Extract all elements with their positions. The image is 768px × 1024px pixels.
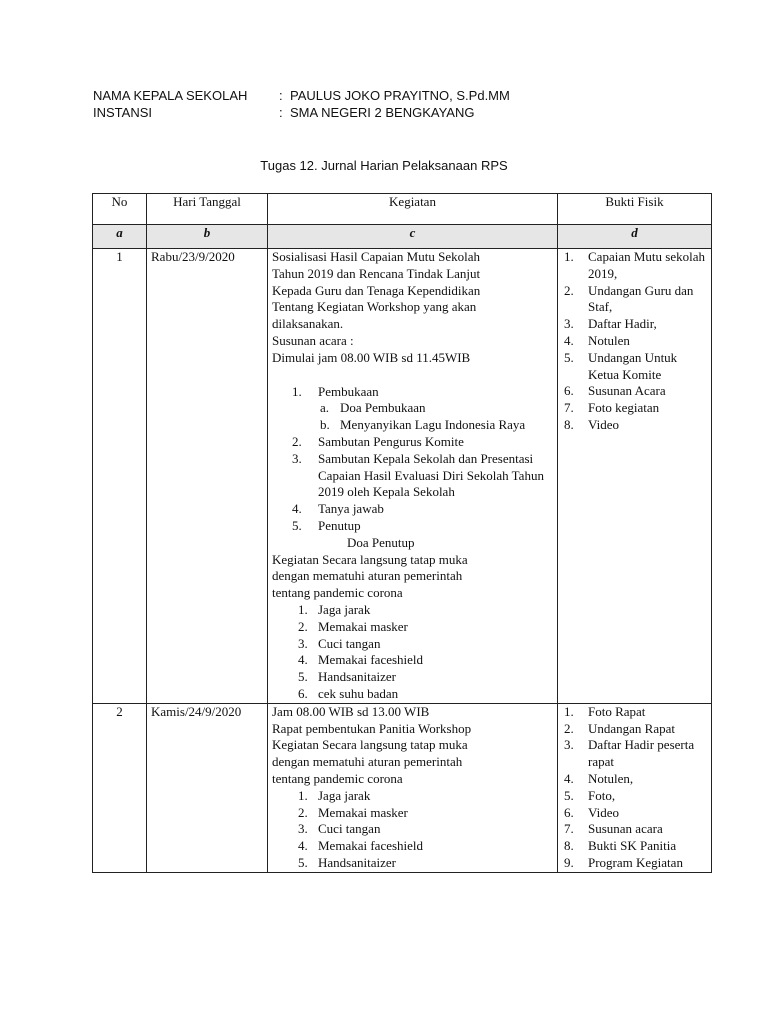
row-bukti xyxy=(558,703,712,872)
list-number: 5. xyxy=(564,787,574,803)
list-text: Handsanitaizer xyxy=(318,669,396,685)
list-text: Bukti SK Panitia xyxy=(588,838,677,854)
table-header-row xyxy=(93,194,712,225)
row-date: Rabu/23/9/2020 xyxy=(147,249,268,704)
list-item xyxy=(272,417,553,434)
list-number: 2. xyxy=(298,804,308,820)
table-row xyxy=(93,703,712,872)
principal-label: NAMA KEPALA SEKOLAH xyxy=(93,88,248,103)
list-item xyxy=(562,316,707,333)
list-text: Video xyxy=(588,416,619,432)
institution-separator: : xyxy=(279,105,283,120)
list-number: 5. xyxy=(292,517,302,533)
kegiatan-line: Rapat pembentukan Panitia Workshop xyxy=(272,720,472,736)
institution-label: INSTANSI xyxy=(93,105,152,120)
list-number: 6. xyxy=(564,804,574,820)
list-item xyxy=(272,838,553,855)
list-item xyxy=(272,652,553,669)
list-text: Cuci tangan xyxy=(318,635,381,651)
kegiatan-line: Jam 08.00 WIB sd 13.00 WIB xyxy=(272,703,430,719)
bukti-list xyxy=(562,704,707,872)
list-text: Memakai faceshield xyxy=(318,652,424,668)
principal-separator: : xyxy=(279,88,283,103)
list-text: Video xyxy=(588,804,619,820)
list-item xyxy=(562,805,707,822)
list-number: 6. xyxy=(564,383,574,399)
agenda-list xyxy=(272,384,553,401)
list-number: 3. xyxy=(298,821,308,837)
list-item xyxy=(272,805,553,822)
list-number: 2. xyxy=(292,433,302,449)
list-item xyxy=(562,400,707,417)
list-number: 1. xyxy=(298,787,308,803)
list-text: Memakai masker xyxy=(318,618,408,634)
list-number: 8. xyxy=(564,416,574,432)
kegiatan-line: Tahun 2019 dan Rencana Tindak Lanjut xyxy=(272,265,481,281)
kegiatan-line: Tentang Kegiatan Workshop yang akan xyxy=(272,299,477,315)
list-item xyxy=(272,619,553,636)
list-number: 2. xyxy=(564,282,574,298)
list-text: Foto Rapat xyxy=(588,703,646,719)
list-text: Penutup xyxy=(318,517,361,533)
list-item xyxy=(562,855,707,872)
principal-value: PAULUS JOKO PRAYITNO, S.Pd.MM xyxy=(290,88,510,103)
list-text: Cuci tangan xyxy=(318,821,381,837)
protocol-list xyxy=(272,602,553,703)
list-number: b. xyxy=(320,417,330,433)
bukti-list xyxy=(562,249,707,434)
list-item xyxy=(272,400,553,417)
list-text: cek suhu badan xyxy=(318,685,399,701)
col-header-bukti: Bukti Fisik xyxy=(558,194,712,225)
protocol-list xyxy=(272,788,553,872)
col-header-kegiatan: Kegiatan xyxy=(268,194,558,225)
kegiatan-line: tentang pandemic corona xyxy=(272,585,403,601)
list-number: 2. xyxy=(298,618,308,634)
list-number: 3. xyxy=(292,450,302,466)
kegiatan-line: Sosialisasi Hasil Capaian Mutu Sekolah xyxy=(272,249,480,264)
col-code-a: a xyxy=(93,225,147,249)
row-date: Kamis/24/9/2020 xyxy=(147,703,268,872)
list-number: 5. xyxy=(298,669,308,685)
list-item xyxy=(562,350,707,384)
list-item xyxy=(272,434,553,451)
list-number: 4. xyxy=(564,770,574,786)
list-item xyxy=(272,821,553,838)
kegiatan-line: Kegiatan Secara langsung tatap muka xyxy=(272,737,468,753)
kegiatan-line: dengan mematuhi aturan pemerintah xyxy=(272,754,463,770)
list-text: Jaga jarak xyxy=(318,787,371,803)
table-code-row xyxy=(93,225,712,249)
list-text: Undangan Rapat xyxy=(588,720,676,736)
kegiatan-line: Dimulai jam 08.00 WIB sd 11.45WIB xyxy=(272,349,471,365)
list-number: 7. xyxy=(564,400,574,416)
kegiatan-line: tentang pandemic corona xyxy=(272,770,403,786)
list-item xyxy=(562,838,707,855)
list-text: Foto, xyxy=(588,787,616,803)
list-item xyxy=(562,788,707,805)
list-item xyxy=(562,333,707,350)
list-item xyxy=(272,788,553,805)
col-code-b: b xyxy=(147,225,268,249)
list-number: 4. xyxy=(292,501,302,517)
list-item xyxy=(562,704,707,721)
row-kegiatan xyxy=(268,249,558,704)
list-item xyxy=(272,501,553,518)
list-number: 5. xyxy=(564,349,574,365)
list-item xyxy=(272,451,553,501)
list-item xyxy=(562,283,707,317)
list-text: Memakai faceshield xyxy=(318,838,424,854)
row-bukti xyxy=(558,249,712,704)
list-number: 1. xyxy=(292,383,302,399)
row-number: 2 xyxy=(93,703,147,872)
list-item xyxy=(272,669,553,686)
list-text: Notulen xyxy=(588,332,630,348)
closing-prayer: Doa Penutup xyxy=(347,534,415,550)
list-text: Susunan Acara xyxy=(588,383,666,399)
list-item xyxy=(272,602,553,619)
list-number: 3. xyxy=(564,737,574,753)
list-number: 1. xyxy=(564,249,574,264)
list-item xyxy=(562,821,707,838)
row-kegiatan xyxy=(268,703,558,872)
list-text: Foto kegiatan xyxy=(588,400,660,416)
list-item xyxy=(562,417,707,434)
list-text: Program Kegiatan xyxy=(588,854,683,870)
list-item xyxy=(562,249,707,283)
list-item xyxy=(562,737,707,771)
list-text: Daftar Hadir, xyxy=(588,316,657,332)
col-header-date: Hari Tanggal xyxy=(147,194,268,225)
kegiatan-line: Kepada Guru dan Tenaga Kependidikan xyxy=(272,282,481,298)
list-number: 3. xyxy=(564,316,574,332)
list-text: Handsanitaizer xyxy=(318,854,396,870)
list-item xyxy=(562,721,707,738)
agenda-sublist xyxy=(272,400,553,434)
list-text: Capaian Mutu sekolah 2019, xyxy=(588,249,705,281)
col-code-d: d xyxy=(558,225,712,249)
list-number: 1. xyxy=(564,703,574,719)
col-code-c: c xyxy=(268,225,558,249)
list-text: Doa Pembukaan xyxy=(340,400,426,416)
list-number: 5. xyxy=(298,854,308,870)
list-text: Jaga jarak xyxy=(318,601,371,617)
table-row xyxy=(93,249,712,704)
kegiatan-line: dengan mematuhi aturan pemerintah xyxy=(272,568,463,584)
row-number: 1 xyxy=(93,249,147,704)
list-text: Daftar Hadir peserta rapat xyxy=(588,737,695,770)
list-text: Susunan acara xyxy=(588,821,663,837)
list-item xyxy=(272,518,553,535)
list-item xyxy=(272,855,553,872)
agenda-list xyxy=(272,434,553,535)
list-number: 4. xyxy=(564,332,574,348)
list-text: Sambutan Kepala Sekolah dan Presentasi Capaian Hasil Evaluasi Diri Sekolah Tahun 2019 oleh Kepala Sekolah xyxy=(318,450,544,500)
list-number: 1. xyxy=(298,601,308,617)
list-text: Tanya jawab xyxy=(318,501,384,517)
col-header-no: No xyxy=(93,194,147,225)
list-number: 4. xyxy=(298,652,308,668)
list-number: 2. xyxy=(564,720,574,736)
list-number: 9. xyxy=(564,854,574,870)
list-text: Sambutan Pengurus Komite xyxy=(318,433,464,449)
list-number: 3. xyxy=(298,635,308,651)
list-text: Pembukaan xyxy=(318,383,379,399)
kegiatan-line: Kegiatan Secara langsung tatap muka xyxy=(272,551,468,567)
list-item xyxy=(562,383,707,400)
journal-table xyxy=(92,193,712,873)
list-item xyxy=(272,686,553,703)
list-number: 4. xyxy=(298,838,308,854)
list-text: Undangan Guru dan Staf, xyxy=(588,282,694,315)
document-title: Tugas 12. Jurnal Harian Pelaksanaan RPS xyxy=(260,158,508,173)
list-number: 6. xyxy=(298,685,308,701)
list-item xyxy=(272,384,553,401)
list-number: 7. xyxy=(564,821,574,837)
list-number: 8. xyxy=(564,838,574,854)
list-text: Memakai masker xyxy=(318,804,408,820)
list-item xyxy=(272,636,553,653)
list-item xyxy=(562,771,707,788)
kegiatan-line: dilaksanakan. xyxy=(272,316,344,332)
kegiatan-line: Susunan acara : xyxy=(272,332,354,348)
list-number: a. xyxy=(320,400,330,416)
institution-value: SMA NEGERI 2 BENGKAYANG xyxy=(290,105,475,120)
list-text: Undangan Untuk Ketua Komite xyxy=(588,349,678,382)
list-text: Menyanyikan Lagu Indonesia Raya xyxy=(340,417,526,433)
list-text: Notulen, xyxy=(588,770,634,786)
